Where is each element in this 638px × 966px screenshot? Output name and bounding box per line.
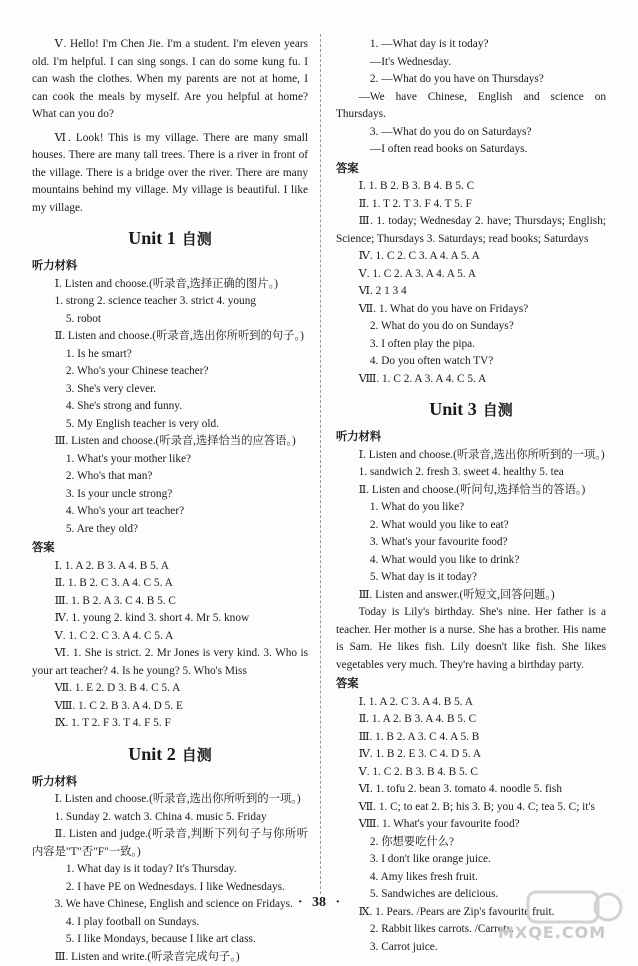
- paragraph-vi: Ⅵ. Look! This is my village. There are many small houses. There are many tall trees. There is a river in front of the village. There is a bridge over the river. There are many mountains behind my village. My village is beautiful. I like my village.: [32, 130, 308, 218]
- answer-line: Ⅶ. 1. What do you have on Fridays?: [336, 301, 606, 319]
- unit-2-cn: 自测: [182, 746, 212, 764]
- answer-line: 2. Rabbit likes carrots. /Carrots.: [336, 921, 606, 939]
- answer-line: Ⅰ. 1. A 2. C 3. A 4. B 5. A: [336, 694, 606, 712]
- unit-2-answers: [336, 178, 606, 388]
- listening-line: 2. —What do you have on Thursdays?: [336, 71, 606, 89]
- listening-line: 5. robot: [32, 311, 308, 329]
- listening-line: —It's Wednesday.: [336, 54, 606, 72]
- answer-line: Ⅵ. 2 1 3 4: [336, 283, 606, 301]
- listening-line: 1. —What day is it today?: [336, 36, 606, 54]
- unit-2-listening-heading: 听力材料: [32, 774, 308, 792]
- listening-line: Ⅱ. Listen and judge.(听录音,判断下列句子与你所听内容是"T"否"F"一致。): [32, 826, 308, 861]
- listening-line: 1. What do you like?: [336, 499, 606, 517]
- unit-1-label: Unit 1: [128, 228, 176, 248]
- listening-line: 1. sandwich 2. fresh 3. sweet 4. healthy 5. tea: [336, 464, 606, 482]
- listening-line: 1. What day is it today? It's Thursday.: [32, 861, 308, 879]
- answer-line: Ⅶ. 1. C; to eat 2. B; his 3. B; you 4. C; tea 5. C; it's: [336, 799, 606, 817]
- answer-line: Ⅵ. 1. tofu 2. bean 3. tomato 4. noodle 5. fish: [336, 781, 606, 799]
- listening-line: 3. —What do you do on Saturdays?: [336, 124, 606, 142]
- listening-line: Ⅲ. Listen and answer.(听短文,回答问题。): [336, 587, 606, 605]
- answer-line: Ⅸ. 1. T 2. F 3. T 4. F 5. F: [32, 715, 308, 733]
- listening-line: Ⅰ. Listen and choose.(听录音,选择正确的图片。): [32, 276, 308, 294]
- listening-line: 5. What day is it today?: [336, 569, 606, 587]
- page-number: 38: [312, 895, 326, 910]
- answer-line: Ⅷ. 1. C 2. B 3. A 4. D 5. E: [32, 698, 308, 716]
- unit-3-cn: 自测: [483, 401, 513, 419]
- listening-line: 4. She's strong and funny.: [32, 398, 308, 416]
- listening-line: Ⅰ. Listen and choose.(听录音,选出你所听到的一项。): [32, 791, 308, 809]
- listening-line: —We have Chinese, English and science on Thursdays.: [336, 89, 606, 124]
- watermark-text: MXQE.COM: [498, 924, 606, 942]
- answer-line: Ⅴ. 1. C 2. B 3. B 4. B 5. C: [336, 764, 606, 782]
- answer-line: 3. I often play the pipa.: [336, 336, 606, 354]
- listening-line: 4. Who's your art teacher?: [32, 503, 308, 521]
- unit-2-label: Unit 2: [128, 744, 176, 764]
- unit-2-continued-lines: [336, 36, 606, 159]
- answer-line: Ⅶ. 1. E 2. D 3. B 4. C 5. A: [32, 680, 308, 698]
- answer-line: Ⅱ. 1. T 2. T 3. F 4. T 5. F: [336, 196, 606, 214]
- site-watermark: [498, 888, 628, 946]
- answer-line: Ⅱ. 1. A 2. B 3. A 4. B 5. C: [336, 711, 606, 729]
- listening-line: —I often read books on Saturdays.: [336, 141, 606, 159]
- listening-line: 1. Sunday 2. watch 3. China 4. music 5. Friday: [32, 809, 308, 827]
- listening-line: 4. I play football on Sundays.: [32, 914, 308, 932]
- listening-line: Ⅲ. Listen and choose.(听录音,选择恰当的应答语。): [32, 433, 308, 451]
- answer-line: 4. Amy likes fresh fruit.: [336, 869, 606, 887]
- listening-line: 3. What's your favourite food?: [336, 534, 606, 552]
- answer-line: Ⅲ. 1. today; Wednesday 2. have; Thursdays; English; Science; Thursdays 3. Saturdays; read books; Saturdays: [336, 213, 606, 248]
- unit-3-story: Today is Lily's birthday. She's nine. Her father is a teacher. Her mother is a nurse. She has a brother. His name is Sam. He likes fish. Lily doesn't like fish. She likes vegetables very much. They're having a birthday party.: [336, 604, 606, 674]
- unit-1-cn: 自测: [182, 230, 212, 248]
- unit-3-listening-lines: [336, 447, 606, 605]
- answer-line: Ⅸ. 1. Pears. /Pears are Zip's favourite fruit.: [336, 904, 606, 922]
- footer-dot-left: ·: [298, 895, 303, 910]
- answer-line: 2. 你想要吃什么?: [336, 834, 606, 852]
- answer-line: Ⅵ. 1. She is strict. 2. Mr Jones is very kind. 3. Who is your art teacher? 4. Is he young? 5. Who's Miss: [32, 645, 308, 680]
- answer-line: Ⅳ. 1. B 2. E 3. C 4. D 5. A: [336, 746, 606, 764]
- unit-3-title: [336, 396, 606, 423]
- listening-line: 3. Is your uncle strong?: [32, 486, 308, 504]
- answer-line: Ⅰ. 1. B 2. B 3. B 4. B 5. C: [336, 178, 606, 196]
- listening-line: 4. What would you like to drink?: [336, 552, 606, 570]
- listening-line: Ⅱ. Listen and choose.(听录音,选出你所听到的句子。): [32, 328, 308, 346]
- watermark-logo-icon: [498, 888, 628, 928]
- unit-3-listening-heading: 听力材料: [336, 429, 606, 447]
- unit-2-title: [32, 741, 308, 768]
- listening-line: 3. She's very clever.: [32, 381, 308, 399]
- listening-line: 1. strong 2. science teacher 3. strict 4. young: [32, 293, 308, 311]
- unit-1-answers: [32, 558, 308, 733]
- unit-3-answers-heading: 答案: [336, 676, 606, 694]
- right-column: [336, 36, 606, 956]
- listening-line: Ⅱ. Listen and choose.(听问句,选择恰当的答语。): [336, 482, 606, 500]
- listening-line: 2. I have PE on Wednesdays. I like Wednesdays.: [32, 879, 308, 897]
- listening-line: 5. Are they old?: [32, 521, 308, 539]
- answer-line: Ⅴ. 1. C 2. A 3. A 4. A 5. A: [336, 266, 606, 284]
- answer-line: 3. I don't like orange juice.: [336, 851, 606, 869]
- unit-1-listening-lines: [32, 276, 308, 539]
- answer-line: Ⅳ. 1. young 2. kind 3. short 4. Mr 5. know: [32, 610, 308, 628]
- answer-line: Ⅱ. 1. B 2. C 3. A 4. C 5. A: [32, 575, 308, 593]
- answer-line: 3. Carrot juice.: [336, 939, 606, 957]
- answer-line: Ⅴ. 1. C 2. C 3. A 4. C 5. A: [32, 628, 308, 646]
- listening-line: Ⅰ. Listen and choose.(听录音,选出你所听到的一项。): [336, 447, 606, 465]
- answer-line: Ⅳ. 1. C 2. C 3. A 4. A 5. A: [336, 248, 606, 266]
- listening-line: Ⅲ. Listen and write.(听录音完成句子。): [32, 949, 308, 966]
- answer-line: 2. What do you do on Sundays?: [336, 318, 606, 336]
- answer-line: Ⅷ. 1. What's your favourite food?: [336, 816, 606, 834]
- answer-line: Ⅷ. 1. C 2. A 3. A 4. C 5. A: [336, 371, 606, 389]
- unit-1-answers-heading: 答案: [32, 540, 308, 558]
- listening-line: 2. Who's your Chinese teacher?: [32, 363, 308, 381]
- listening-line: 2. What would you like to eat?: [336, 517, 606, 535]
- listening-line: 1. What's your mother like?: [32, 451, 308, 469]
- paragraph-v: Ⅴ. Hello! I'm Chen Jie. I'm a student. I'm eleven years old. I'm helpful. I can sing songs. I can do some kung fu. I can wash the clothes. When my parents are not at home, I can cook the meals by myself. Are you helpful at home? What can you do?: [32, 36, 308, 124]
- answer-line: Ⅰ. 1. A 2. B 3. A 4. B 5. A: [32, 558, 308, 576]
- answer-line: Ⅲ. 1. B 2. A 3. C 4. A 5. B: [336, 729, 606, 747]
- unit-1-listening-heading: 听力材料: [32, 258, 308, 276]
- listening-line: 3. We have Chinese, English and science on Fridays.: [32, 896, 308, 914]
- unit-3-label: Unit 3: [429, 399, 477, 419]
- unit-2-answers-heading: 答案: [336, 161, 606, 179]
- unit-2-listening-lines: [32, 791, 308, 966]
- answer-line: 4. Do you often watch TV?: [336, 353, 606, 371]
- footer-dot-right: ·: [336, 895, 341, 910]
- answer-line: 5. Sandwiches are delicious.: [336, 886, 606, 904]
- listening-line: 2. Who's that man?: [32, 468, 308, 486]
- left-column: [32, 36, 308, 966]
- listening-line: 5. I like Mondays, because I like art class.: [32, 931, 308, 949]
- answer-line: Ⅲ. 1. B 2. A 3. C 4. B 5. C: [32, 593, 308, 611]
- column-divider: [320, 34, 321, 894]
- unit-1-title: [32, 225, 308, 252]
- listening-line: 1. Is he smart?: [32, 346, 308, 364]
- listening-line: 5. My English teacher is very old.: [32, 416, 308, 434]
